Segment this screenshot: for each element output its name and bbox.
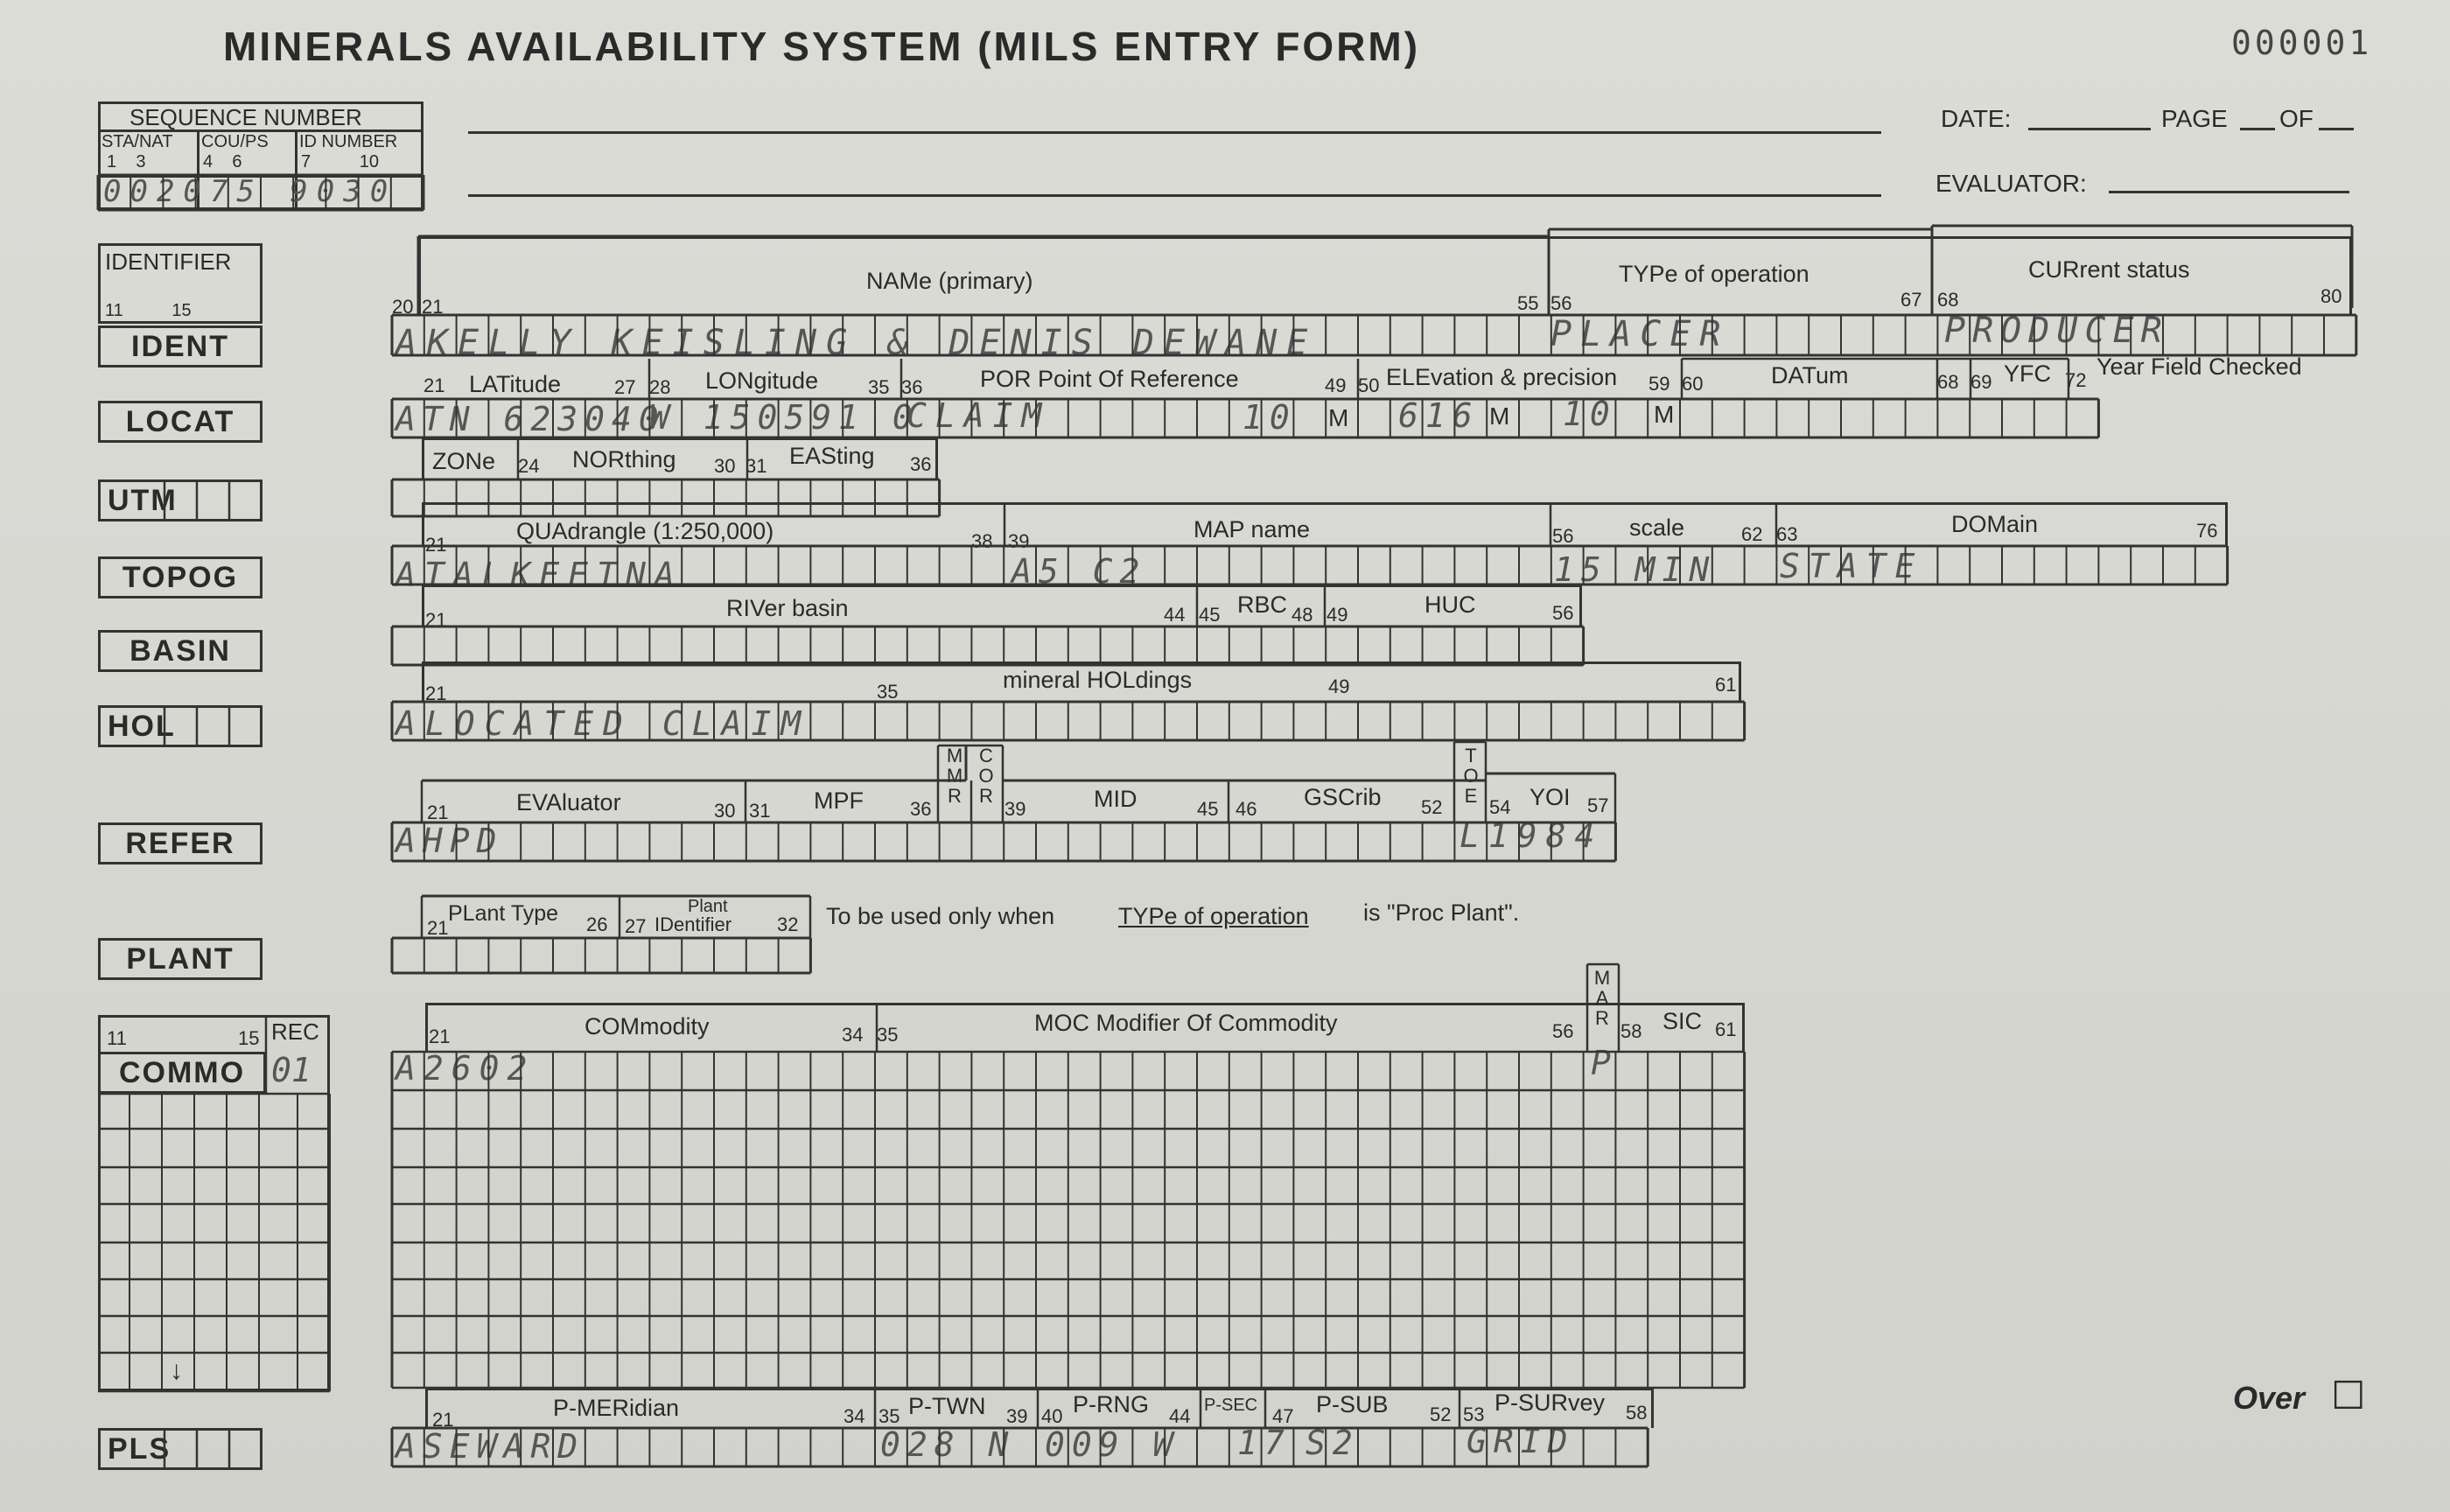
commo-commodity-header: COMmodity xyxy=(584,1013,710,1040)
form-number: 000001 xyxy=(2231,24,2373,62)
pls-meridian-header: P-MERidian xyxy=(553,1395,680,1421)
sequence-col-id-nums: 7 10 xyxy=(301,152,379,172)
ident-type-header: TYPe of operation xyxy=(1619,261,1810,287)
locat-elevation-value[interactable]: 616 xyxy=(1398,396,1480,435)
refer-mid-header: MID xyxy=(1094,786,1138,812)
row-label-locat: LOCAT xyxy=(98,401,262,443)
row-label-refer: REFER xyxy=(98,822,262,864)
commo-mar-value[interactable]: P xyxy=(1591,1044,1611,1082)
row-label-pls: PLS xyxy=(98,1428,262,1470)
basin-river-header: RIVer basin xyxy=(726,595,849,621)
pls-meridian-value[interactable]: ASEWARD xyxy=(396,1427,585,1466)
commo-down-arrow-icon: ↓ xyxy=(170,1356,183,1385)
topog-map-value[interactable]: A5 C2 xyxy=(1012,552,1147,591)
plant-identifier-top: Plant xyxy=(688,897,728,916)
pls-survey-value[interactable]: GRID xyxy=(1466,1422,1575,1460)
row-label-hol: HOL xyxy=(98,705,262,747)
row-label-basin: BASIN xyxy=(98,630,262,672)
locat-por-value[interactable]: CLAIM xyxy=(906,396,1051,435)
identifier-nums: 11 15 xyxy=(105,301,192,320)
commo-n11: 11 xyxy=(107,1027,127,1049)
pls-twn-header: P-TWN xyxy=(908,1393,986,1419)
commo-commodity-value[interactable]: A2602 xyxy=(396,1049,536,1088)
locat-latitude-value[interactable]: ATN 623040 xyxy=(396,400,666,438)
commo-moc-header: MOC Modifier Of Commodity xyxy=(1034,1010,1338,1036)
sequence-value[interactable]: 002075 9030 xyxy=(103,174,397,209)
evaluator-label: EVALUATOR: xyxy=(1936,170,2087,197)
sequence-title: SEQUENCE NUMBER xyxy=(130,104,362,130)
refer-evaluator-header: EVAluator xyxy=(516,789,621,816)
topog-quad-header: QUAdrangle (1:250,000) xyxy=(516,518,774,544)
utm-northing-header: NORthing xyxy=(572,446,676,472)
pls-sec-value[interactable]: 17 xyxy=(1237,1424,1292,1462)
sequence-col-sta-nums: 1 3 xyxy=(107,152,146,172)
hol-value[interactable]: ALOCATED CLAIM xyxy=(396,704,811,743)
ident-code-value[interactable]: A xyxy=(396,323,417,363)
plant-note-type: TYPe of operation xyxy=(1118,903,1309,929)
commo-n15: 15 xyxy=(238,1027,260,1049)
commo-mar-header: M A R xyxy=(1593,967,1611,1030)
plant-identifier-header: IDentifier xyxy=(654,914,732,935)
refer-mpf-header: MPF xyxy=(814,788,864,814)
ident-name-header: NAMe (primary) xyxy=(866,268,1033,294)
refer-toe: T O E xyxy=(1463,745,1479,808)
locat-yfc-header: YFC xyxy=(2004,360,2051,387)
locat-datum-header: DATum xyxy=(1771,362,1849,388)
sequence-col-sta: STA/NAT xyxy=(102,132,173,151)
over-checkbox[interactable]: ☐ xyxy=(2331,1375,2366,1418)
row-label-utm: UTM xyxy=(98,480,262,522)
pls-rng-header: P-RNG xyxy=(1073,1391,1149,1418)
topog-domain-value[interactable]: STATE xyxy=(1780,547,1924,585)
form-title: MINERALS AVAILABILITY SYSTEM (MILS ENTRY FORM) xyxy=(223,24,1421,69)
pls-sub-header: P-SUB xyxy=(1316,1391,1389,1418)
locat-elevation-header: ELEvation & precision xyxy=(1386,364,1618,390)
refer-gscrib-header: GSCrib xyxy=(1304,784,1382,810)
ident-name-value[interactable]: KELLY KEISLING & DENIS DEWANE xyxy=(427,323,1318,363)
commo-rec-value[interactable]: 01 xyxy=(271,1051,312,1089)
hol-holdings-header: mineral HOLdings xyxy=(1003,667,1193,693)
locat-por-header: POR Point Of Reference xyxy=(980,366,1239,392)
refer-yoi-header: YOI xyxy=(1530,784,1571,810)
locat-longitude-header: LONgitude xyxy=(705,368,819,394)
form-sheet: MINERALS AVAILABILITY SYSTEM (MILS ENTRY FORM) 000001 DATE: PAGE OF EVALUATOR: SEQUENCE NUMBER STA/NAT 1 3 COU/PS 4 6 ID NUMBER 7 10 002075 9030 IDENTIFIER 11 15 IDENT LOCAT UTM TOPOG BASIN HOL REFER PLANT PLS 11 15 REC COMMO 01 ↓ NAMe (primary) TYPe of operation CURrent status 20 21 55 56 67 68 80 A KELLY KEISLING & DENIS DEWANE PLACER PRODUCER 21 LATitude 27 28 LONgitude 35 36 POR Point Of Reference 49 50 ELEvation & precision 59 60 DATum 68 69 YFC 72 Year Field Checked ATN 623040 W 150591 0 CLAIM 10 M 616 M 10 M ZONe 24 NORthing 30 31 EASting 36 21 QUAdrangle (1:250,000) 38 39 MAP name 56 scale 62 63 DOMain 76 ATALKEETNA A5 C2 15 MIN STATE 21 RIVer basin 44 45 RBC 48 49 HUC 56 21 35 mineral HOLdings 49 61 ALOCATED CLAIM M M R C O R T O E 21 EVAluator 30 31 MPF 36 39 MID 45 46 GSCrib 52 54 YOI 57 AHPD L1984 21 PLant Type 26 27 Plant IDentifier 32 To be used only when TYPe of operation is "Proc Plant". 21 COMmodity 34 35 MOC Modifier Of Commodity 56 M A R 58 SIC 61 A2602 P 21 P-MERidian 34 35 P-TWN 39 40 P-RNG 44 P-SEC 47 P-SUB 52 53 P-SURvey 58 ASEWARD 028 N 009 W 17 S2 GRID Over ☐ xyxy=(0,0,2450,1512)
of-label: OF xyxy=(2279,105,2314,132)
ident-status-header: CURrent status xyxy=(2028,256,2190,283)
identifier-title: IDENTIFIER xyxy=(105,248,232,275)
locat-longitude-value[interactable]: W 150591 0 xyxy=(649,398,920,437)
refer-mmr: M M R xyxy=(946,745,963,808)
topog-quad-value[interactable]: ATALKEETNA xyxy=(396,556,683,594)
pls-twn-value[interactable]: 028 N xyxy=(880,1425,1016,1464)
locat-por-extra[interactable]: 10 xyxy=(1242,398,1297,437)
basin-rbc-header: RBC xyxy=(1237,592,1288,618)
locat-year-checked-header: Year Field Checked xyxy=(2096,354,2302,380)
basin-huc-header: HUC xyxy=(1424,592,1476,618)
row-label-ident: IDENT xyxy=(98,326,262,368)
topog-scale-value[interactable]: 15 MIN xyxy=(1554,550,1717,589)
pls-rng-value[interactable]: 009 W xyxy=(1045,1425,1180,1464)
locat-precision-value[interactable]: 10 xyxy=(1563,395,1617,433)
row-label-topog: TOPOG xyxy=(98,556,262,598)
plant-note-suffix: is "Proc Plant". xyxy=(1363,900,1520,926)
refer-cor: C O R xyxy=(978,745,994,808)
row-label-plant: PLANT xyxy=(98,938,262,980)
pls-sub-value[interactable]: S2 xyxy=(1306,1424,1360,1462)
sequence-col-id: ID NUMBER xyxy=(299,132,398,151)
topog-scale-header: scale xyxy=(1629,514,1685,541)
commo-rec-label: REC xyxy=(271,1018,319,1045)
topog-domain-header: DOMain xyxy=(1951,511,2039,537)
refer-yoi-value[interactable]: L1984 xyxy=(1460,816,1604,855)
topog-map-header: MAP name xyxy=(1194,516,1311,542)
sequence-col-cou: COU/PS xyxy=(201,132,269,151)
locat-latitude-header: LATitude xyxy=(469,371,562,397)
pls-sec-header: P-SEC xyxy=(1204,1396,1258,1415)
refer-evaluator-value[interactable]: AHPD xyxy=(396,822,504,860)
utm-zone-header: ZONe xyxy=(432,448,496,474)
commo-sic-header: SIC xyxy=(1662,1008,1703,1034)
plant-type-header: PLant Type xyxy=(448,901,559,926)
row-label-commo: COMMO xyxy=(98,1052,266,1094)
page-label: PAGE xyxy=(2161,105,2228,132)
ident-status-value[interactable]: PRODUCER xyxy=(1944,311,2169,351)
utm-easting-header: EASting xyxy=(789,443,875,469)
date-label: DATE: xyxy=(1941,105,2012,132)
plant-note-prefix: To be used only when xyxy=(826,903,1055,929)
over-label: Over xyxy=(2233,1380,2306,1416)
sequence-col-cou-nums: 4 6 xyxy=(203,152,242,172)
pls-survey-header: P-SURvey xyxy=(1494,1390,1606,1416)
ident-type-value[interactable]: PLACER xyxy=(1550,314,1730,354)
